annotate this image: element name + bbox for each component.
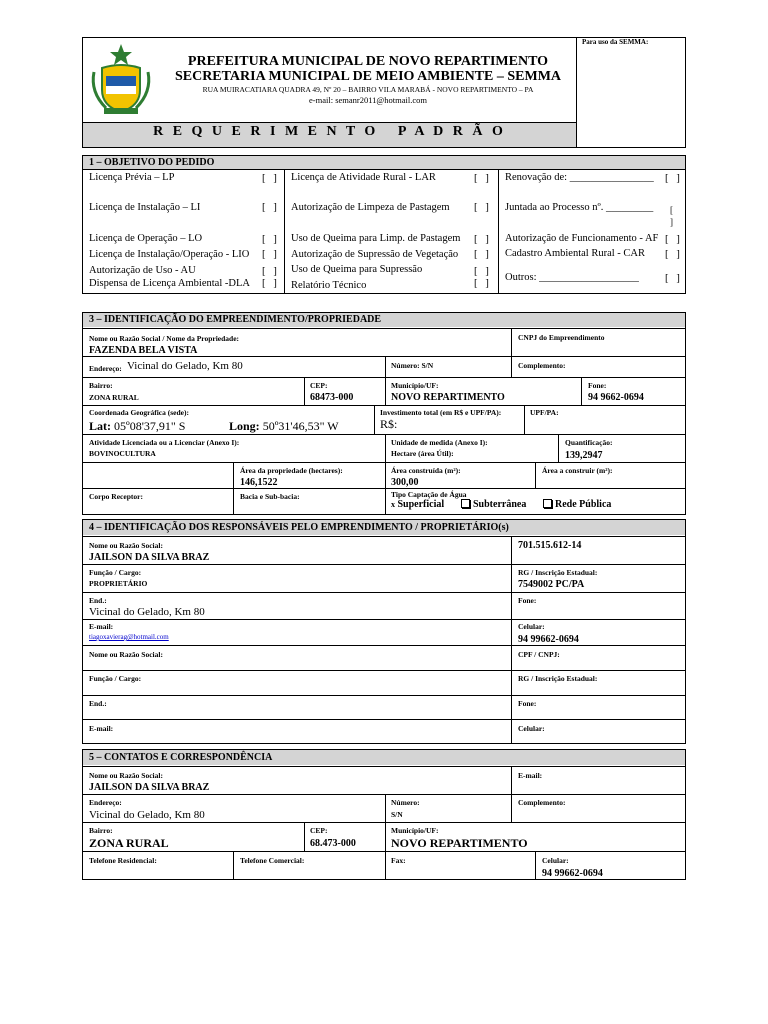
option-relatorio: Relatório Técnico: [291, 280, 367, 291]
s3-lat-label: Lat:: [89, 419, 111, 433]
checkbox-queima-limp[interactable]: [ ]: [474, 234, 489, 245]
option-queima-limp: Uso de Queima para Limp. de Pastagem: [291, 233, 461, 244]
s5-nome-value[interactable]: JAILSON DA SILVA BRAZ: [89, 782, 210, 793]
s3-area-a-const-label: Área a construir (m²):: [542, 466, 613, 475]
s3-complemento-label: Complemento:: [518, 361, 566, 370]
section5-title: 5 – CONTATOS E CORRESPONDÊNCIA: [83, 750, 685, 765]
s5-tel-com-label: Telefone Comercial:: [240, 856, 305, 865]
s5-endereco-label: Endereço:: [89, 798, 122, 807]
checkbox-dla[interactable]: [ ]: [262, 278, 277, 289]
s3-unidade-label: Unidade de medida (Anexo I):: [391, 438, 488, 447]
checkbox-lp[interactable]: [ ]: [262, 173, 277, 184]
s3-fone-value[interactable]: 94 9662-0694: [588, 392, 644, 403]
s5-municipio-label: Município/UF:: [391, 826, 439, 835]
s3-lat[interactable]: [89, 419, 185, 434]
header-email: e-mail: semanr2011@hotmail.com: [309, 95, 427, 105]
s3-invest-label: Investimento total (em R$ e UPF/PA):: [380, 408, 502, 417]
s5-email-label: E-mail:: [518, 771, 543, 780]
s3-long-value: 50º31'46,53" W: [262, 419, 339, 433]
s3-upf-label: UPF/PA:: [530, 408, 559, 417]
s4-funcao-value[interactable]: PROPRIETÁRIO: [89, 579, 148, 588]
s3-long[interactable]: [229, 419, 339, 434]
s5-tel-res-label: Telefone Residencial:: [89, 856, 157, 865]
option-car: Cadastro Ambiental Rural - CAR: [505, 248, 645, 259]
s4-nome-label: Nome ou Razão Social:: [89, 541, 163, 550]
header-line2: SECRETARIA MUNICIPAL DE MEIO AMBIENTE – SEMMA: [174, 69, 562, 84]
checkbox-outros[interactable]: [ ]: [665, 273, 680, 284]
checkbox-lio[interactable]: [ ]: [262, 249, 277, 260]
s3-endereco-label: Endereço:: [89, 364, 122, 373]
s5-complemento-label: Complemento:: [518, 798, 566, 807]
option-lar: Licença de Atividade Rural - LAR: [291, 172, 436, 183]
option-lo: Licença de Operação – LO: [89, 233, 203, 244]
s4-end-value[interactable]: Vicinal do Gelado, Km 80: [89, 606, 205, 618]
s4-celular-label: Celular:: [518, 622, 545, 631]
s3-bacia-label: Bacia e Sub-bacia:: [240, 492, 300, 501]
s5-celular-value[interactable]: 94 99662-0694: [542, 868, 603, 879]
s5-fax-label: Fax:: [391, 856, 406, 865]
s3-invest-value[interactable]: R$:: [380, 417, 398, 431]
s5-bairro-label: Bairro:: [89, 826, 113, 835]
s3-municipio-value[interactable]: NOVO REPARTIMENTO: [391, 392, 505, 403]
option-au: Autorização de Uso - AU: [89, 265, 196, 276]
option-limpeza: Autorização de Limpeza de Pastagem: [291, 202, 450, 213]
s3-lat-value: 05º08'37,91" S: [114, 419, 186, 433]
s4-cpf2-label: CPF / CNPJ:: [518, 650, 560, 659]
checkbox-au[interactable]: [ ]: [262, 266, 277, 277]
section1-title: 1 – OBJETIVO DO PEDIDO: [83, 156, 685, 169]
s5-celular-label: Celular:: [542, 856, 569, 865]
option-af: Autorização de Funcionamento - AF: [505, 233, 659, 244]
s4-celular2-label: Celular:: [518, 724, 545, 733]
s4-end-label: End.:: [89, 596, 107, 605]
s3-area-prop-label: Área da propriedade (hectares):: [240, 466, 343, 475]
checkbox-icon[interactable]: [543, 499, 552, 508]
s3-nome-label: Nome ou Razão Social / Nome da Propriedade:: [89, 334, 240, 343]
s4-email-link[interactable]: tiagoxavierag@hotmail.com: [89, 633, 169, 641]
s4-nome-value[interactable]: JAILSON DA SILVA BRAZ: [89, 552, 210, 563]
s3-bairro-value[interactable]: ZONA RURAL: [89, 393, 139, 402]
s4-celular-value[interactable]: 94 99662-0694: [518, 634, 579, 645]
coat-of-arms-icon: [88, 42, 154, 118]
section3-title: 3 – IDENTIFICAÇÃO DO EMPREENDIMENTO/PROPRIEDADE: [83, 313, 685, 327]
s5-nome-label: Nome ou Razão Social:: [89, 771, 163, 780]
checkbox-af[interactable]: [ ]: [665, 234, 680, 245]
option-dla: Dispensa de Licença Ambiental -DLA: [89, 278, 250, 289]
page-title: R E Q U E R I M E N T O P A D R Ã O: [153, 124, 506, 139]
s5-cep-label: CEP:: [310, 826, 328, 835]
s3-area-const-label: Área construída (m²):: [391, 466, 461, 475]
option-lio: Licença de Instalação/Operação - LIO: [89, 249, 250, 260]
checkbox-li[interactable]: [ ]: [262, 202, 277, 213]
s3-opt-rede-wrap[interactable]: [543, 499, 611, 510]
s5-cep-value[interactable]: 68.473-000: [310, 838, 356, 849]
s3-captacao-mark: x: [391, 500, 395, 509]
checkbox-queima-supressao[interactable]: [ ]: [474, 266, 489, 277]
semma-use-label: Para uso da SEMMA:: [582, 38, 649, 46]
s4-fone2-label: Fone:: [518, 699, 537, 708]
s5-numero-value[interactable]: S/N: [391, 810, 403, 819]
s3-cnpj-label: CNPJ do Empreendimento: [518, 333, 605, 342]
s3-captacao-options: [391, 499, 444, 510]
checkbox-limpeza[interactable]: [ ]: [474, 202, 489, 213]
s3-captacao-label: Tipo Captação de Água: [391, 490, 467, 499]
s3-numero-label: Número: S/N: [391, 361, 434, 370]
checkbox-juntada-bottom: ]: [670, 217, 673, 227]
s3-cep-value[interactable]: 68473-000: [310, 392, 354, 403]
s3-long-label: Long:: [229, 419, 260, 433]
s4-rg2-label: RG / Inscrição Estadual:: [518, 674, 598, 683]
s4-cpf-value[interactable]: 701.515.612-14: [518, 540, 582, 551]
section4-title: 4 – IDENTIFICAÇÃO DOS RESPONSÁVEIS PELO EMPRENDIMENTO / PROPRIETÁRIO(s): [83, 520, 685, 535]
checkbox-lar[interactable]: [ ]: [474, 173, 489, 184]
header-line1: PREFEITURA MUNICIPAL DE NOVO REPARTIMENTO: [187, 54, 549, 69]
s3-unidade-value[interactable]: Hectare (área Útil):: [391, 449, 454, 458]
s3-area-prop-value[interactable]: 146,1522: [240, 477, 278, 488]
s3-endereco-value[interactable]: Vicinal do Gelado, Km 80: [127, 360, 243, 372]
s3-atividade-label: Atividade Licenciada ou a Licenciar (Anexo I):: [89, 438, 240, 447]
checkbox-car[interactable]: [ ]: [665, 249, 680, 260]
s3-fone-label: Fone:: [588, 381, 607, 390]
s4-rg-label: RG / Inscrição Estadual:: [518, 568, 598, 577]
s3-corpo-label: Corpo Receptor:: [89, 492, 143, 501]
s5-municipio-value[interactable]: NOVO REPARTIMENTO: [391, 836, 528, 850]
s3-opt-rede: Rede Pública: [555, 499, 612, 510]
checkbox-relatorio[interactable]: [ ]: [474, 278, 489, 289]
option-queima-supressao: Uso de Queima para Supressão: [291, 264, 423, 275]
s3-cep-label: CEP:: [310, 381, 328, 390]
s3-atividade-value[interactable]: BOVINOCULTURA: [89, 449, 156, 458]
s5-numero-label: Número:: [391, 798, 420, 807]
s3-quant-label: Quantificação:: [565, 438, 613, 447]
s4-email-label: E-mail:: [89, 622, 114, 631]
s4-rg-value[interactable]: 7549002 PC/PA: [518, 579, 585, 590]
s3-opt-subterranea: Subterrânea: [473, 499, 527, 510]
s4-funcao-label: Função / Cargo:: [89, 568, 142, 577]
s3-nome-value[interactable]: FAZENDA BELA VISTA: [89, 345, 198, 356]
option-lp: Licença Prévia – LP: [89, 172, 175, 183]
checkbox-icon[interactable]: [461, 499, 470, 508]
checkbox-renovacao[interactable]: [ ]: [665, 173, 680, 184]
checkbox-supressao[interactable]: [ ]: [474, 249, 489, 260]
s4-end2-label: End.:: [89, 699, 107, 708]
checkbox-juntada-top[interactable]: [: [670, 205, 673, 215]
s3-municipio-label: Município/UF:: [391, 381, 439, 390]
option-supressao: Autorização de Supressão de Vegetação: [291, 249, 459, 260]
s3-area-const-value[interactable]: 300,00: [391, 477, 419, 488]
s4-fone-label: Fone:: [518, 596, 537, 605]
s3-opt-subterranea-wrap[interactable]: [461, 499, 526, 510]
s5-endereco-value[interactable]: Vicinal do Gelado, Km 80: [89, 809, 205, 821]
option-li: Licença de Instalação – LI: [89, 202, 201, 213]
option-juntada: Juntada ao Processo nº. _________: [505, 202, 654, 213]
checkbox-lo[interactable]: [ ]: [262, 234, 277, 245]
s5-bairro-value[interactable]: ZONA RURAL: [89, 836, 169, 850]
option-renovacao: Renovação de: ________________: [505, 172, 654, 183]
option-outros: Outros: ___________________: [505, 272, 639, 283]
header-address: RUA MUIRACATIARA QUADRA 49, Nº 20 – BAIRRO VILA MARABÁ - NOVO REPARTIMENTO – PA: [202, 85, 534, 94]
s3-opt-superficial[interactable]: Superficial: [397, 499, 445, 510]
s3-coord-label: Coordenada Geográfica (sede):: [89, 408, 189, 417]
s4-email2-label: E-mail:: [89, 724, 114, 733]
s3-quant-value[interactable]: 139,2947: [565, 450, 603, 461]
s4-funcao2-label: Função / Cargo:: [89, 674, 142, 683]
s4-nome2-label: Nome ou Razão Social:: [89, 650, 163, 659]
s3-bairro-label: Bairro:: [89, 381, 113, 390]
